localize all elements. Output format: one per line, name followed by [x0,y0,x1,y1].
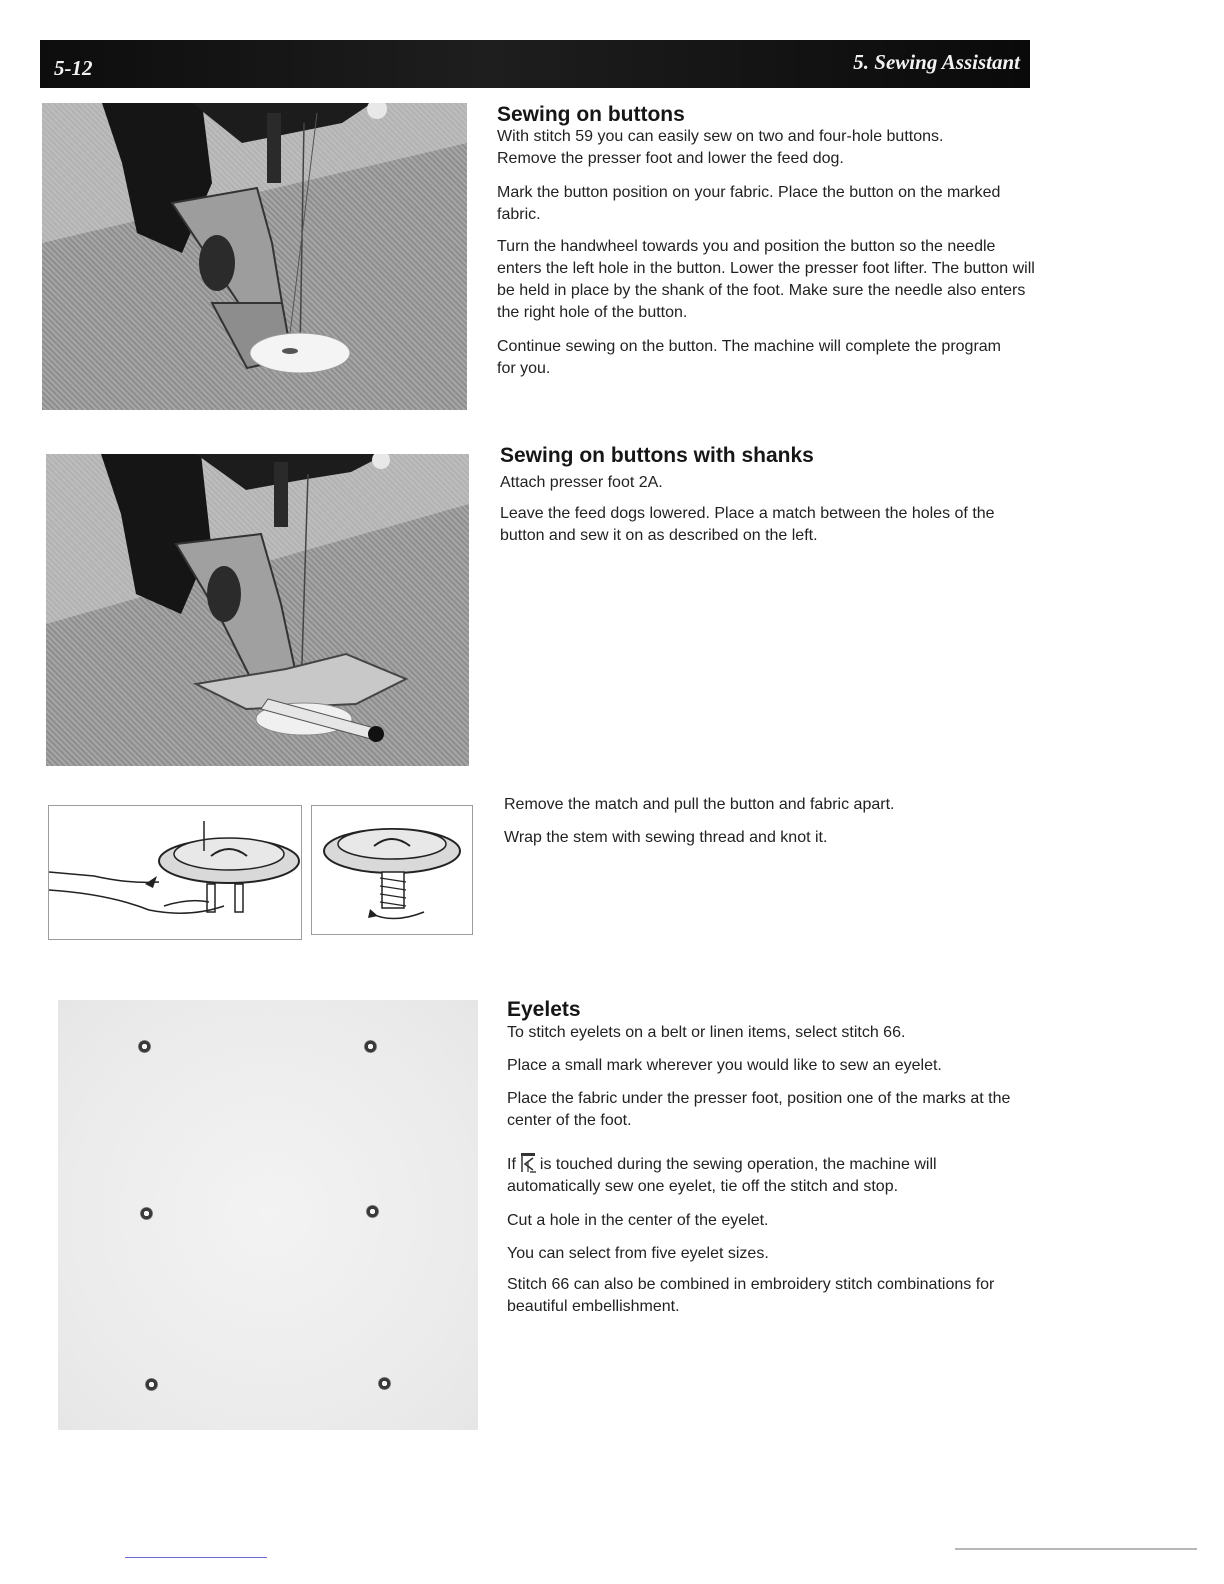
stop-tieoff-icon [520,1152,536,1174]
eyelet-mark [378,1377,391,1390]
icon-prefix-text: If [507,1156,516,1173]
eyelet-mark [366,1205,379,1218]
paragraph: Leave the feed dogs lowered. Place a match between the holes of the button and sew it on as described on the left. [500,505,995,544]
paragraph: Continue sewing on the button. The machine will complete the program for you. [497,338,1001,377]
section-title-sewing-on-buttons-with-shanks: Sewing on buttons with shanks [500,444,814,467]
page-header-bar [40,40,1030,88]
paragraph: Cut a hole in the center of the eyelet. [507,1212,769,1229]
button-sewing-photo [42,103,467,410]
paragraph: Remove the match and pull the button and fabric apart. [504,796,895,813]
eyelet-mark [364,1040,377,1053]
footer-rule [125,1557,267,1558]
shank-foot-illustration [46,454,469,766]
paragraph: Attach presser foot 2A. [500,474,663,491]
eyelet-mark [140,1207,153,1220]
eyelet-mark [145,1378,158,1391]
button-with-match-drawing [49,806,301,939]
button-with-wrapped-stem-drawing [312,806,472,934]
diagram-remove-match [48,805,302,940]
chapter-title: 5. Sewing Assistant [853,50,1020,74]
eyelet-mark [138,1040,151,1053]
icon-suffix-text: is touched during the sewing operation, the machine will automatically sew one eyelet, tie off the stitch and stop. [507,1156,937,1195]
paragraph: Turn the handwheel towards you and position the button so the needle enters the left hole in the button. Lower the presser foot lifter. The button will be held in place by the shank of the foot. Make sure the needle also enters the right hole of the button. [497,238,1035,321]
page-number: 5-12 [54,56,93,80]
paragraph: Mark the button position on your fabric. Place the button on the marked fabric. [497,184,1001,223]
paragraph: Stitch 66 can also be combined in embroidery stitch combinations for beautiful embellishment. [507,1276,995,1315]
eyelet-fabric-sample [58,1000,478,1430]
paragraph: With stitch 59 you can easily sew on two and four-hole buttons. Remove the presser foot and lower the feed dog. [497,128,944,167]
diagram-wrap-stem [311,805,473,935]
paragraph: To stitch eyelets on a belt or linen items, select stitch 66. [507,1024,906,1041]
section-title-sewing-on-buttons: Sewing on buttons [497,103,685,126]
footer-scan-edge [955,1548,1197,1550]
paragraph: Place the fabric under the presser foot, position one of the marks at the center of the foot. [507,1090,1011,1129]
sewing-machine-foot-illustration [42,103,467,410]
button-shank-photo [46,454,469,766]
paragraph: Place a small mark wherever you would like to sew an eyelet. [507,1057,942,1074]
paragraph: Wrap the stem with sewing thread and knot it. [504,829,828,846]
paragraph: You can select from five eyelet sizes. [507,1245,769,1262]
paragraph-with-icon [507,1152,1027,1198]
section-title-eyelets: Eyelets [507,998,581,1021]
